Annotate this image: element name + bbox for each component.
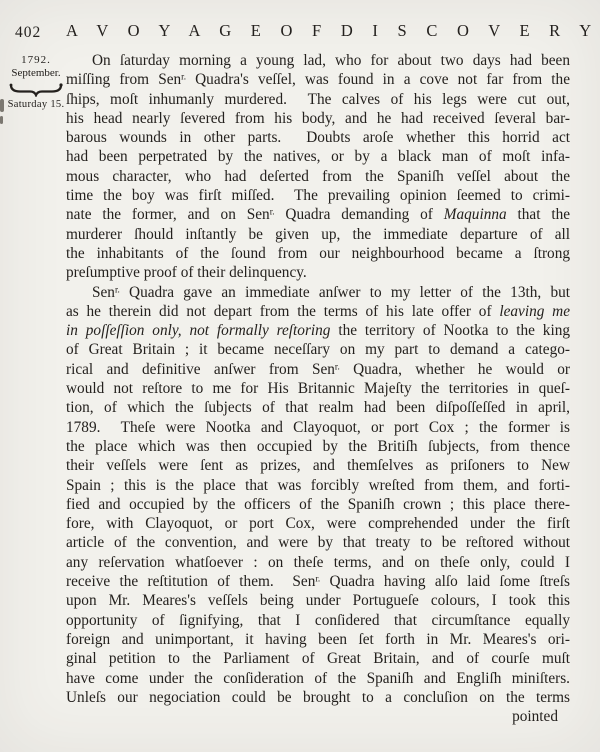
curly-brace-icon [9, 82, 63, 97]
catchword-line [66, 707, 570, 726]
text-line: barous wounds in other parts. Doubts aroſe whether this horrid act [66, 129, 570, 147]
text-line: the place which was then occupied by the Britiſh ſubjects, from thence [66, 437, 570, 455]
text-line: mous character, who had deſerted from the Spaniſh veſſel about the [66, 167, 570, 185]
text-line: any reſervation whatſoever : on theſe terms, and on theſe only, could I [66, 553, 570, 571]
catchword: pointed [512, 708, 558, 726]
margin-day: Saturday 15. [7, 99, 65, 110]
text-line: 1789. Theſe were Nootka and Clayoquot, or port Cox ; the former is [66, 418, 570, 436]
text-line: time the boy was firſt miſſed. The prevailing opinion ſeemed to crimi- [66, 187, 570, 205]
text-line: in poſſeſſion only, not formally reſtoring the territory of Nootka to the king [66, 322, 570, 340]
text-line: ginal petition to the Parliament of Great Britain, and of courſe muſt [66, 650, 570, 668]
running-title: A V O Y A G E O F D I S C O V E R Y [66, 21, 597, 40]
text-line: their veſſels were ſent as prizes, and themſelves as priſoners to New [66, 457, 570, 475]
text-line: preſumptive proof of their delinquency. [66, 264, 307, 282]
body-text [66, 51, 570, 726]
margin-month: September. [11, 67, 61, 79]
text-line: murderer ſhould inſtantly be given up, the immediate departure of all [66, 225, 570, 243]
scan-artifact [0, 116, 3, 124]
scan-artifact [0, 99, 4, 112]
text-line: opportunity of ſignifying, that I conſidered that circumſtance equally [66, 611, 570, 629]
text-line: fied and occupied by the officers of the Spaniſh crown ; this place there- [66, 495, 570, 513]
text-line: foreign and unimportant, it having been ſet forth in Mr. Meares's ori- [66, 630, 570, 648]
text-line: nate the former, and on Sen$^{r.}$ Quadra demanding of Maquinna that the [66, 206, 571, 224]
margin-year: 1792. [21, 54, 51, 66]
text-line: his head nearly ſevered from his body, and he had received ſeveral bar- [66, 109, 570, 127]
margin-date-note [5, 54, 67, 111]
paragraph [66, 51, 570, 283]
text-line: have come under the conſideration of the Spaniſh and Engliſh miniſters. [66, 669, 570, 687]
text-line: tion, of which the ſubjects of that realm had been diſpoſſeſſed in april, [66, 399, 570, 417]
text-line: miſſing from Sen$^{r.}$ Quadra's veſſel, was found in a cove not far from the [66, 71, 570, 89]
page-number: 402 [15, 24, 42, 41]
text-line: fore, with Clayoquot, or port Cox, were comprehended under the firſt [66, 515, 570, 533]
text-line: of Great Britain ; it became neceſſary on my part to demand a catego- [66, 341, 570, 359]
text-line: as he therein did not depart from the terms of his late offer of leaving me [66, 302, 570, 320]
text-line: receive the reſtitution of them. Sen$^{r.}$ Quadra having alſo laid ſome ſtreſs [66, 573, 570, 591]
text-line: Unleſs our negociation could be brought to a concluſion on the terms [66, 688, 570, 706]
text-line: the inhabitants of the ſound from our neighbourhood became a ſtrong [66, 244, 570, 262]
text-line: On ſaturday morning a young lad, who for about two days had been [92, 52, 570, 69]
text-line: ſhips, moſt inhumanly murdered. The calves of his legs were cut out, [66, 90, 570, 108]
paragraph [66, 283, 570, 708]
text-line: would not reſtore to me for His Britannic Majeſty the territories in queſ- [66, 380, 570, 398]
text-line: had been perpetrated by the natives, or by a black man of moſt infa- [66, 148, 570, 166]
text-line: upon Mr. Meares's veſſels being under Portugueſe colours, I took this [66, 592, 570, 610]
text-line: rical and definitive anſwer from Sen$^{r.}$ Quadra, whether he would or [66, 360, 570, 378]
text-line: Sen$^{r.}$ Quadra gave an immediate anſwer to my letter of the 13th, but [92, 283, 570, 301]
text-line: article of the convention, and were by that treaty to be reſtored without [66, 534, 570, 552]
text-line: Spain ; this is the place that was forcibly wreſted from them, and forti- [66, 476, 570, 494]
